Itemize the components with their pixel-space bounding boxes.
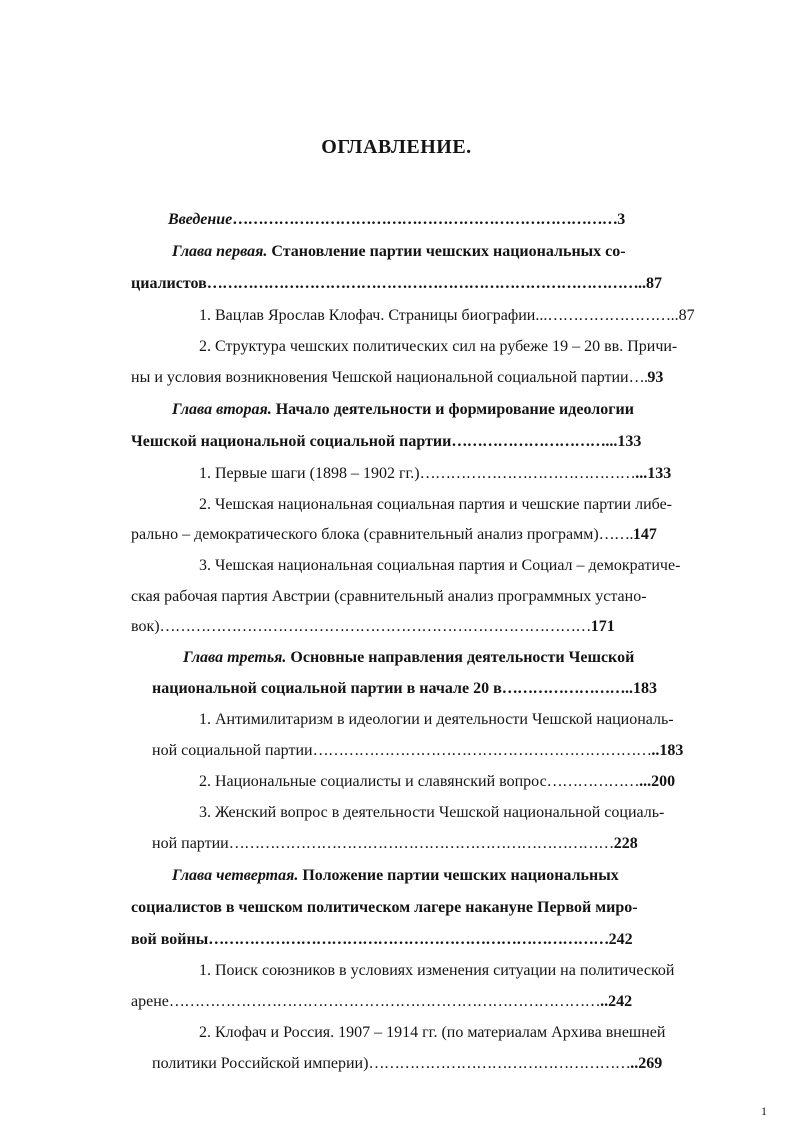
leader-dots: ……………………: [501, 680, 625, 697]
leader-dots: …………………………: [451, 433, 606, 450]
toc-section-2-1[interactable]: [199, 464, 671, 484]
section-2-2-line1: 2. Чешская национальная социальная партия и чешские партии либе-: [199, 496, 672, 513]
toc-section-4-1[interactable]: [199, 961, 674, 981]
section-2-2-page: 147: [632, 526, 657, 543]
chapter-4-page: 242: [608, 931, 633, 948]
section-2-2-line2: рально – демократического блока (сравнительный анализ программ): [131, 526, 599, 543]
toc-section-3-2[interactable]: [199, 772, 675, 792]
toc-chapter-4-cont[interactable]: [131, 898, 638, 918]
toc-section-3-3-cont[interactable]: [152, 834, 638, 854]
section-3-1-line2: ной социальной партии: [152, 742, 313, 759]
toc-chapter-3[interactable]: [183, 648, 634, 668]
section-2-3-line3: вок): [131, 618, 160, 635]
chapter-2-title-b: Чешской национальной социальной партии: [131, 433, 452, 450]
toc-chapter-4-cont2[interactable]: [131, 930, 633, 950]
toc-section-4-1-cont[interactable]: [131, 992, 632, 1012]
leader-dots: ……………………………………………: [368, 1055, 631, 1072]
section-2-3-line1: 3. Чешская национальная социальная партия и Социал – демократиче-: [199, 557, 681, 574]
toc-section-3-1-cont[interactable]: [152, 741, 683, 761]
leader-dots: …………………………………………………………………………: [159, 618, 591, 635]
section-1-1-text: 1. Вацлав Ярослав Клофач. Страницы биографии...: [199, 307, 548, 324]
toc-section-2-2[interactable]: [199, 495, 672, 515]
toc-section-3-1[interactable]: [199, 710, 674, 730]
chapter-4-label: Глава четвертая.: [172, 867, 299, 884]
section-1-2-page: 93: [647, 369, 664, 386]
toc-section-4-2-cont[interactable]: [152, 1054, 662, 1074]
section-1-2-line1: 2. Структура чешских политических сил на рубеже 19 – 20 вв. Причи-: [199, 338, 678, 355]
section-4-1-line2: арене: [131, 993, 169, 1010]
chapter-2-page: ...133: [605, 433, 642, 450]
section-1-2-line2: ны и условия возникновения Чешской национальной социальной партии: [131, 369, 629, 386]
toc-section-4-2[interactable]: [199, 1023, 665, 1043]
chapter-3-title-a: Основные направления деятельности Чешской: [290, 649, 635, 666]
leader-dots: ……………………: [547, 307, 671, 324]
section-3-3-page: 228: [613, 835, 638, 852]
toc-section-2-3[interactable]: [199, 556, 680, 576]
section-3-3-line2: ной партии: [152, 835, 229, 852]
section-4-1-page: ..242: [600, 993, 633, 1010]
toc-chapter-2[interactable]: [172, 400, 634, 420]
page-title: ОГЛАВЛЕНИЕ.: [321, 136, 472, 158]
section-4-2-line2: политики Российской империи): [152, 1055, 369, 1072]
leader-dots: …….: [598, 526, 633, 543]
section-4-2-line1: 2. Клофач и Россия. 1907 – 1914 гг. (по материалам Архива внешней: [199, 1024, 666, 1041]
page-number: 1: [761, 1104, 767, 1118]
leader-dots: …………………………………………………………………………: [168, 993, 601, 1010]
section-2-1-page: ...133: [635, 465, 672, 482]
toc-intro-page: 3: [617, 211, 626, 228]
leader-dots: ……………………………………………………………………: [208, 931, 609, 948]
chapter-2-label: Глава вторая.: [172, 401, 272, 418]
toc-chapter-1-cont[interactable]: [131, 274, 662, 294]
leader-dots: …………………………………………………………………………: [206, 275, 638, 292]
section-2-1-text: 1. Первые шаги (1898 – 1902 гг.): [199, 465, 420, 482]
leader-dots: ……………………………………: [419, 465, 636, 482]
toc-chapter-2-cont[interactable]: [131, 432, 641, 452]
toc-entry-intro[interactable]: [168, 210, 721, 230]
section-3-3-line1: 3. Женский вопрос в деятельности Чешской национальной социаль-: [199, 804, 665, 821]
chapter-4-title-c: вой войны: [131, 931, 209, 948]
section-3-2-page: ...200: [639, 773, 676, 790]
chapter-4-title-a: Положение партии чешских национальных: [302, 867, 619, 884]
chapter-1-label: Глава первая.: [172, 243, 268, 260]
toc-chapter-1[interactable]: [172, 242, 626, 262]
toc-section-3-3[interactable]: [199, 803, 664, 823]
chapter-3-label: Глава третья.: [183, 649, 287, 666]
leader-dots: …………………………………………………………………: [232, 211, 618, 228]
section-1-1-page: ..87: [670, 307, 695, 324]
leader-dots: ….: [628, 369, 648, 386]
toc-section-2-3-cont2[interactable]: [131, 617, 615, 637]
chapter-4-title-b: социалистов в чешском политическом лагере накануне Первой миро-: [131, 899, 638, 916]
toc-chapter-3-cont[interactable]: [152, 679, 657, 699]
toc-section-1-1[interactable]: [199, 306, 695, 326]
toc-section-2-3-cont[interactable]: [131, 587, 647, 607]
chapter-1-title-b: циалистов: [131, 275, 207, 292]
leader-dots: …………………………………………………………………: [228, 835, 614, 852]
section-3-1-line1: 1. Антимилитаризм в идеологии и деятельности Чешской националь-: [199, 711, 674, 728]
toc-chapter-4[interactable]: [172, 866, 619, 886]
leader-dots: …………………………………………………………: [312, 742, 652, 759]
section-2-3-line2: ская рабочая партия Австрии (сравнительный анализ программных устано-: [131, 588, 647, 605]
section-3-1-page: ..183: [651, 742, 684, 759]
toc-section-2-2-cont[interactable]: [131, 525, 657, 545]
chapter-2-title-a: Начало деятельности и формирование идеологии: [275, 401, 634, 418]
chapter-1-title-a: Становление партии чешских национальных со-: [271, 243, 626, 260]
chapter-3-page: ..183: [624, 680, 657, 697]
toc-intro-label: Введение: [168, 211, 233, 228]
chapter-3-title-b: национальной социальной партии в начале 20 в: [152, 680, 502, 697]
leader-dots: ………………: [546, 773, 640, 790]
section-3-2-text: 2. Национальные социалисты и славянский вопрос: [199, 773, 547, 790]
chapter-1-page: ..87: [637, 275, 662, 292]
section-4-2-page: ..269: [630, 1055, 663, 1072]
toc-section-1-2-cont[interactable]: [131, 368, 663, 388]
section-4-1-line1: 1. Поиск союзников в условиях изменения ситуации на политической: [199, 962, 675, 979]
section-2-3-page: 171: [590, 618, 615, 635]
toc-section-1-2[interactable]: [199, 337, 677, 357]
